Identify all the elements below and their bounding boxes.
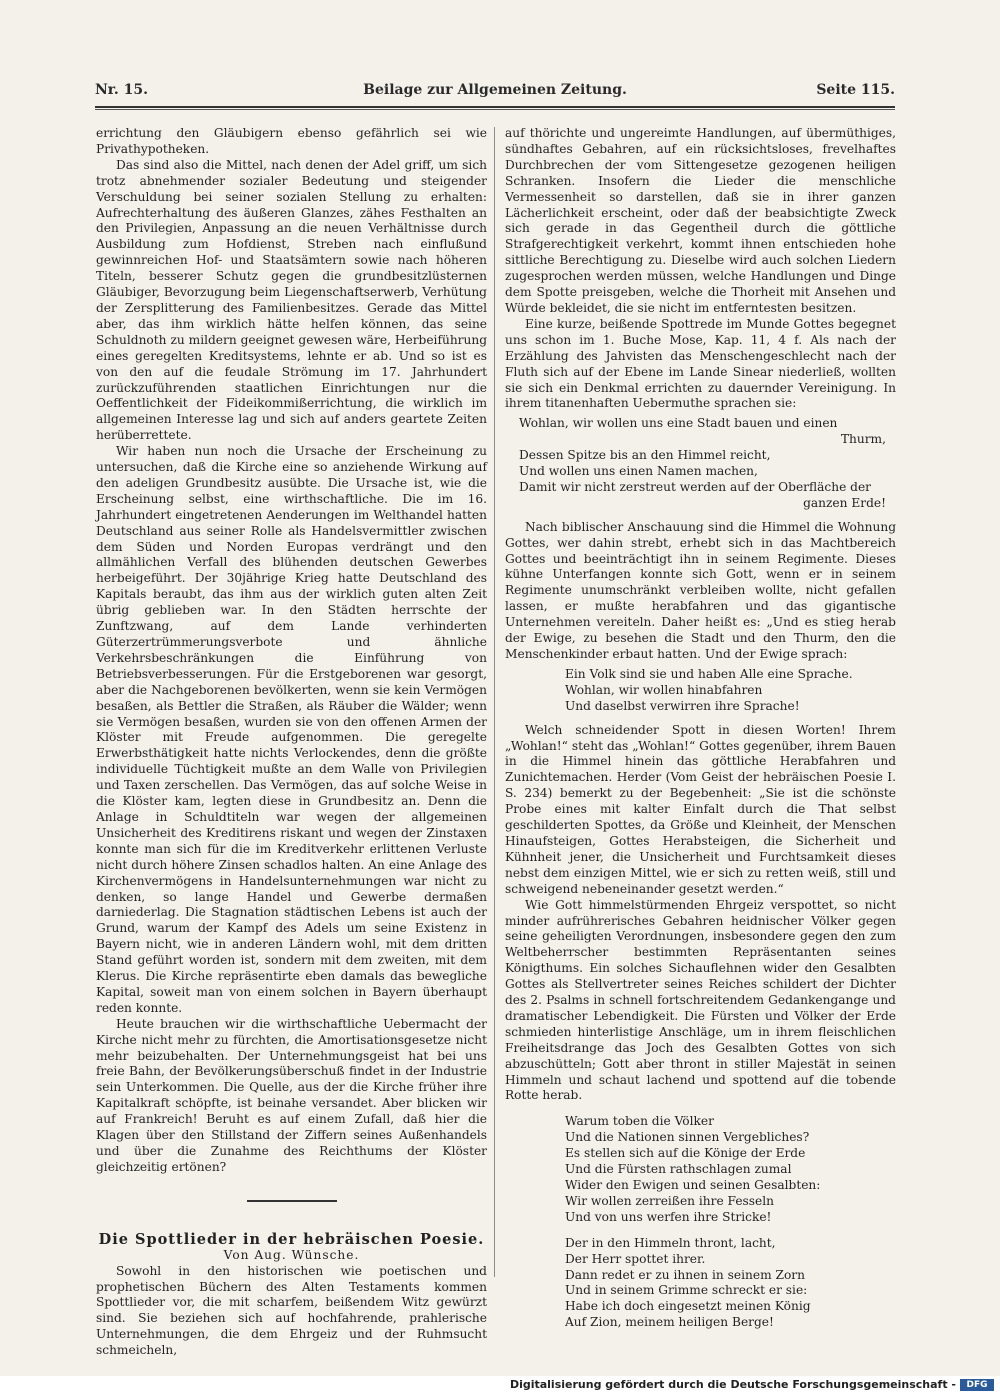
supplement-title: Beilage zur Allgemeinen Zeitung. (363, 82, 627, 98)
paragraph: Heute brauchen wir die wirthschaftliche Uebermacht der Kirche nicht mehr zu fürchten, die Amortisationsgesetze nicht mehr beizubehalten. Der Unternehmungsgeist hat bei uns freie Bahn, der Bevölkerungsüberschuß findet in der Industrie sein Unterkommen. Die Quelle, aus der die Kirche früher ihre Kapitalkraft schöpfte, ist beinahe versandet. Aber blicken wir auf Frankreich! Beruht es auf einem Zufall, daß hier die Klagen über den Stillstand der Ziffern seines Außenhandels und über die Zunahme des Reichthums der Klöster gleichzeitig ertönen? (96, 1016, 487, 1174)
verse-line: Wohlan, wir wollen hinabfahren (565, 682, 763, 697)
verse-quote (505, 667, 896, 715)
article-intro: Sowohl in den historischen wie poetischen und prophetischen Büchern des Alten Testaments kommen Spottlieder vor, die mit scharfem, beißendem Witz gewürzt sind. Sie beziehen sich auf hochfahrende, prahlerische Unternehmungen, die dem Ehrgeiz und der Ruhmsucht schmeicheln, (96, 1263, 487, 1358)
paragraph: Wir haben nun noch die Ursache der Erscheinung zu untersuchen, daß die Kirche eine so anziehende Wirkung auf den adeligen Grundbesitz ausübte. Die Ursache ist, wie die Erscheinung selbst, eine wirthschaftliche. Die im 16. Jahrhundert eingetretenen Aenderungen im Welthandel hatten Deutschland aus seiner Rolle als Handelsvermittler zwischen dem Süden und Norden Europas verdrängt und den allmählichen Verfall des blühenden deutschen Gewerbes herbeigeführt. Der 30jährige Krieg hatte Deutschland des Kapitals beraubt, das ihm aus der wirklich guten alten Zeit übrig geblieben war. In den Städten herrschte der Zunftzwang, auf dem Lande verhinderten Güterzertrümmerungsverbote und ähnliche Verkehrsbeschränkungen die Einführung von Betriebsverbesserungen. Für die Erstgeborenen war gesorgt, aber die Nachgeborenen bevölkerten, wenn sie kein Vermögen besaßen, als Bettler die Straßen, als Räuber die Wälder; wenn sie Vermögen besaßen, wurden sie von den offenen Armen der Klöster mit Freude aufgenommen. Die geregelte Erwerbsthätigkeit hatte nichts Verlockendes, denn die größte individuelle Tüchtigkeit mußte an dem Walle von Privilegien und Taxen zerschellen. Das Vermögen, das auf solche Weise in die Klöster kam, legten diese in Grundbesitz an. Denn die Anlage in Schuldtiteln war wegen der allgemeinen Unsicherheit des Kreditirens riskant und wegen der Zinstaxen konnte man sich für die im Kreditverkehr erlittenen Verluste nicht durch höhere Zinsen schadlos halten. An eine Anlage des Kirchenvermögens in Handelsunternehmungen war nicht zu denken, so lange Handel und Gewerbe dermaßen darniederlag. Die Stagnation städtischen Lebens ist auch der Grund, warum der Kampf des Adels um seine Existenz in Bayern nicht, wie in anderen Ländern wohl, mit dem dritten Stand geführt worden ist, sondern mit dem zweiten, mit dem Klerus. Die Kirche repräsentirte eben damals das bewegliche Kapital, soweit man von einem solchen in Bayern überhaupt reden konnte. (96, 444, 487, 1015)
verse-line: Es stellen sich auf die Könige der Erde (565, 1146, 806, 1161)
verse-line: Dann redet er zu ihnen in seinem Zorn (565, 1267, 805, 1282)
right-column (505, 126, 896, 1339)
verse-line: Ein Volk sind sie und haben Alle eine Sprache. (565, 666, 853, 681)
header-rule (95, 106, 895, 108)
page-number: Seite 115. (816, 82, 895, 98)
article-byline: Von Aug. Wünsche. (223, 1247, 360, 1262)
issue-number: Nr. 15. (95, 82, 148, 98)
verse-line: Der Herr spottet ihrer. (565, 1251, 706, 1266)
verse-line: Habe ich doch eingesetzt meinen König (565, 1299, 811, 1314)
page-header (95, 82, 895, 104)
paragraph: Nach biblischer Anschauung sind die Himmel die Wohnung Gottes, wer dahin strebt, erhebt sich in das Machtbereich Gottes und beeinträchtigt ihn in seinem Regimente. Dieses kühne Unterfangen konnte sich Gott, wenn er in seinem Regimente unumschränkt verbleiben wollte, nicht gefallen lassen, er mußte herabfahren und das gigantische Unternehmen vereiteln. Daher heißt es: „Und es stieg herab der Ewige, zu besehen die Stadt und den Thurm, den die Menschenkinder erbaut hatten. Und der Ewige sprach: (505, 519, 896, 661)
verse-line: Auf Zion, meinem heiligen Berge! (565, 1315, 774, 1330)
verse-quote (505, 1114, 896, 1225)
dfg-logo-icon[interactable]: DFG (960, 1379, 994, 1391)
verse-quote (505, 416, 896, 511)
verse-line: Thurm, (840, 432, 886, 447)
column-divider (494, 127, 495, 1277)
verse-line: Warum toben die Völker (565, 1114, 714, 1129)
verse-line: ganzen Erde! (803, 495, 886, 510)
verse-line: Dessen Spitze bis an den Himmel reicht, (519, 448, 771, 463)
verse-line: Wir wollen zerreißen ihre Fesseln (565, 1193, 775, 1208)
digitization-footer (0, 1376, 1000, 1394)
verse-line: Und in seinem Grimme schreckt er sie: (565, 1283, 808, 1298)
paragraph: auf thörichte und ungereimte Handlungen, auf übermüthiges, sündhaftes Gebahren, auf ein rücksichtsloses, frevelhaftes Durchbrechen der vom Sittengesetze gezogenen heiligen Schranken. Insofern die Lieder die menschliche Vermessenheit so darstellen, daß sie in ihrer ganzen Lächerlichkeit erscheint, oder daß der beabsichtigte Zweck sich gerade in das Gegentheil durch die göttliche Strafgerechtigkeit verkehrt, kommt ihnen entschieden hohe sittliche Berechtigung zu. Dieselbe wird auch solchen Liedern zugesprochen werden müssen, welche Handlungen und Dinge dem Spotte preisgeben, welche die Thorheit mit Ansehen und Würde bekleidet, die sie nicht im entferntesten besitzen. (505, 126, 896, 315)
paragraph: Das sind also die Mittel, nach denen der Adel griff, um sich trotz abnehmender sozialer Bedeutung und steigender Verschuldung bei seiner sozialen Stellung zu erhalten: Aufrechterhaltung des äußeren Glanzes, zähes Festhalten an den Privilegien, Anpassung an die neuen Verhältnisse durch Ausbildung zum Hofdienst, Streben nach einflußund gewinnreichen Hof- und Staatsämtern sowie nach höheren Titeln, besserer Schutz gegen die grundbesitzlüsternen Gläubiger, Bevorzugung beim Liegenschaftserwerb, Verhütung der Zersplitterung des Familienbesitzes. Gerade das Mittel aber, das ihm wirklich hätte helfen können, das seine Schuldnoth zu mildern geeignet gewesen wäre, Herbeiführung eines geregelten Kreditsystems, lehnte er ab. Und so ist es von den auf die feudale Strömung im 17. Jahrhundert zurückzuführenden staatlichen Einrichtungen nur die Oeffentlichkeit der Fideikommißerrichtung, die wirklich im allgemeinen Interesse lag und sich auf anders geartete Zeiten herüberrettete. (96, 157, 487, 443)
verse-line: Der in den Himmeln thront, lacht, (565, 1235, 776, 1250)
article-title: Die Spottlieder in der hebräischen Poesie. (98, 1230, 485, 1248)
paragraph: Wie Gott himmelstürmenden Ehrgeiz verspottet, so nicht minder aufrührerisches Gebahren heidnischer Völker gegen seine geheiligten Verordnungen, insbesondere gegen den zum Weltbeherrscher bestimmten Repräsentanten seines Königthums. Ein solches Sichauflehnen wider den Gesalbten Gottes als Stellvertreter seines Reiches schildert der Dichter des 2. Psalms in schnell fortschreitendem Gedankengange und dramatischer Lebendigkeit. Die Fürsten und Völker der Erde schmieden hinterlistige Anschläge, um in ihrem fleischlichen Freiheitsdrange das Joch des Gesalbten Gottes von sich abzuschütteln; Gott aber thront in stiller Majestät in seinen Himmeln und schaut lachend und spottend auf die tobende Rotte herab. (505, 897, 896, 1103)
paragraph: Eine kurze, beißende Spottrede im Munde Gottes begegnet uns schon im 1. Buche Mose, Kap. 11, 4 f. Als nach der Erzählung des Jahvisten das Menschengeschlecht nach der Fluth sich auf der Ebene im Lande Sinear niederließ, wollten sie sich ein Denkmal errichten zu dauernder Vereinigung. In ihrem titanenhaften Uebermuthe sprachen sie: (505, 316, 896, 411)
verse-line: Und von uns werfen ihre Stricke! (565, 1209, 772, 1224)
verse-line: Und die Nationen sinnen Vergebliches? (565, 1130, 810, 1145)
verse-quote (505, 1236, 896, 1331)
verse-line: Wohlan, wir wollen uns eine Stadt bauen und einen (519, 416, 838, 431)
verse-line: Und die Fürsten rathschlagen zumal (565, 1162, 792, 1177)
paragraph: errichtung den Gläubigern ebenso gefährlich sei wie Privathypotheken. (96, 126, 487, 156)
verse-line: Wider den Ewigen und seinen Gesalbten: (565, 1178, 821, 1192)
verse-line: Und daselbst verwirren ihre Sprache! (565, 698, 800, 713)
verse-line: Und wollen uns einen Namen machen, (519, 464, 758, 479)
section-divider (247, 1200, 337, 1202)
paragraph: Welch schneidender Spott in diesen Worten! Ihrem „Wohlan!“ steht das „Wohlan!“ Gottes gegenüber, ihrem Bauen in die Himmel hinein das göttliche Herabfahren und Zunichtemachen. Herder (Vom Geist der hebräischen Poesie I. S. 234) bemerkt zu der Begebenheit: „Sie ist die schönste Probe eines mit kalter Einfalt durch die That selbst geschilderten Spottes, da Größe und Kleinheit, der Menschen Hinaufsteigen, Gottes Herabsteigen, die Sicherheit und Kühnheit jener, die Unsicherheit und Furchtsamkeit dieses nebst dem einzigen Mittel, wie er sich zu retten weiß, still und schweigend nebeneinander gesetzt werden.“ (505, 722, 896, 896)
left-column (96, 126, 487, 1359)
funding-credit: Digitalisierung gefördert durch die Deutsche Forschungsgemeinschaft - (509, 1378, 956, 1391)
verse-line: Damit wir nicht zerstreut werden auf der Oberfläche der (519, 479, 872, 494)
header-rule-thin (95, 109, 895, 110)
